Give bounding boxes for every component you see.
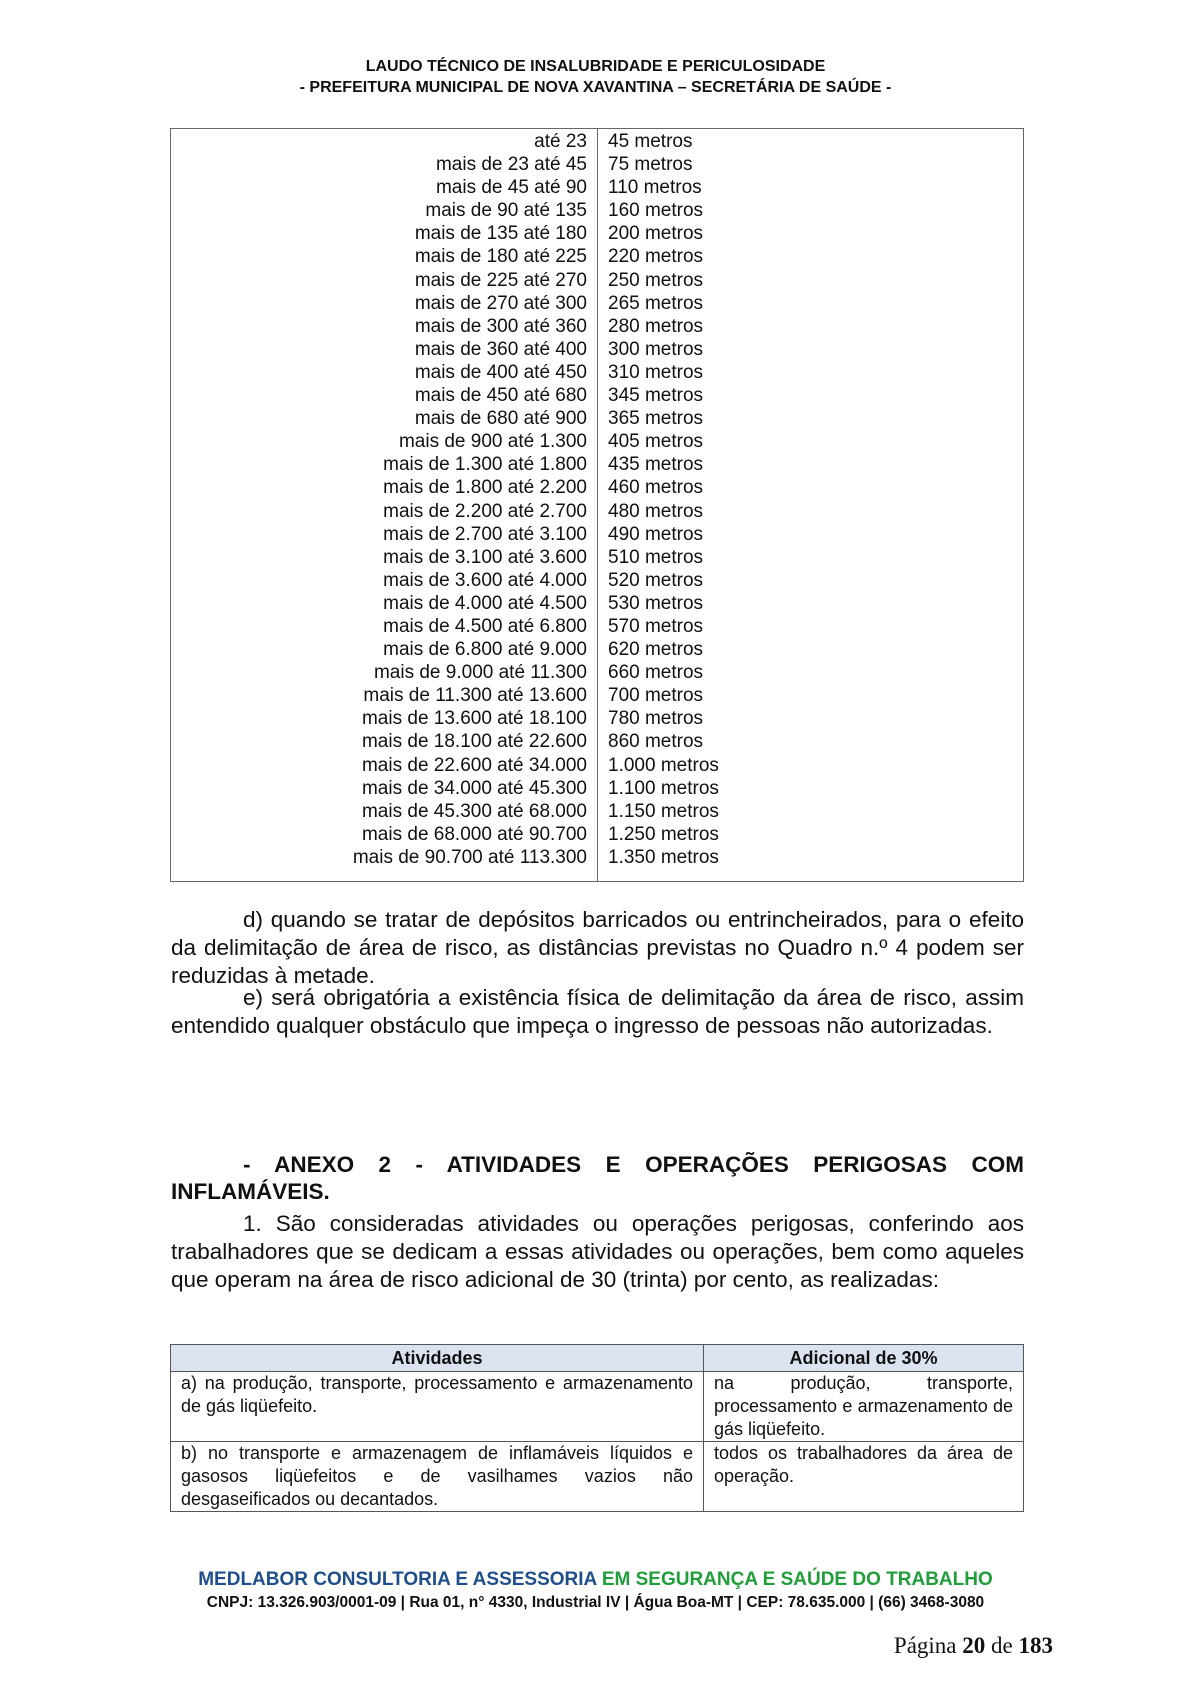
quantity-cell: mais de 2.700 até 3.100 (383, 523, 587, 545)
quantity-cell: mais de 4.000 até 4.500 (383, 592, 587, 614)
quantity-cell: mais de 680 até 900 (414, 408, 587, 430)
quantity-cell: mais de 1.300 até 1.800 (383, 454, 587, 476)
distance-cell: 1.000 metros (608, 754, 719, 776)
quantity-cell: mais de 270 até 300 (414, 292, 587, 314)
quantity-cell: mais de 18.100 até 22.600 (361, 731, 587, 753)
paragraph-item-1: 1. São consideradas atividades ou operações perigosas, conferindo aos trabalhadores que se dedicam a essas atividades ou operações, bem como aqueles que operam na área de risco adicional de 30 (trinta) por cento, as realizadas: (171, 1211, 1024, 1292)
quantity-cell: mais de 4.500 até 6.800 (383, 615, 587, 637)
quantity-column (171, 129, 598, 881)
quantity-cell: mais de 9.000 até 11.300 (373, 662, 587, 684)
activity-cell: b) no transporte e armazenagem de inflamáveis líquidos e gasosos liqüefeitos e de vasilhames vazios não desgaseificados ou decantados. (171, 1442, 704, 1512)
distance-cell: 660 metros (608, 662, 704, 684)
quantity-cell: mais de 180 até 225 (414, 246, 587, 268)
footer-company-name: MEDLABOR CONSULTORIA E ASSESSORIA (198, 1569, 597, 1590)
distance-cell: 220 metros (608, 246, 704, 268)
quantity-cell: mais de 23 até 45 (435, 154, 587, 176)
distance-cell: 435 metros (608, 454, 704, 476)
activities-table (170, 1344, 1024, 1512)
distance-cell: 110 metros (608, 177, 702, 199)
distance-cell: 200 metros (608, 223, 704, 245)
distance-column (598, 129, 1023, 881)
distance-cell: 45 metros (608, 131, 693, 152)
activity-cell: a) na produção, transporte, processamento e armazenamento de gás liqüefeito. (171, 1372, 704, 1442)
footer-address: CNPJ: 13.326.903/0001-09 | Rua 01, n° 4330, Industrial IV | Água Boa-MT | CEP: 78.635.000 | (66) 3468-3080 (206, 1594, 985, 1611)
distance-cell: 530 metros (608, 592, 704, 614)
quantity-cell: mais de 90.700 até 113.300 (352, 846, 587, 868)
footer-company-tagline: EM SEGURANÇA E SAÚDE DO TRABALHO (596, 1569, 993, 1590)
quantity-cell: mais de 1.800 até 2.200 (383, 477, 587, 499)
distance-cell: 570 metros (608, 615, 704, 637)
quantity-cell: mais de 400 até 450 (414, 361, 587, 383)
quantity-cell: mais de 300 até 360 (414, 315, 587, 337)
distance-cell: 480 metros (608, 500, 704, 522)
header-additional: Adicional de 30% (704, 1345, 1024, 1372)
page-current: 20 (962, 1633, 986, 1658)
quantity-cell: mais de 11.300 até 13.600 (363, 685, 587, 707)
quantity-cell: mais de 34.000 até 45.300 (361, 777, 587, 799)
distance-cell: 280 metros (608, 315, 704, 337)
quantity-cell: mais de 900 até 1.300 (398, 431, 587, 453)
quantity-cell: mais de 6.800 até 9.000 (383, 639, 587, 661)
table-row (171, 1372, 1024, 1442)
quantity-cell: mais de 22.600 até 34.000 (361, 754, 587, 776)
section-title: - ANEXO 2 - ATIVIDADES E OPERAÇÕES PERIGOSAS COM INFLAMÁVEIS. (171, 1152, 1024, 1204)
quantity-cell: mais de 90 até 135 (425, 200, 587, 222)
page-total: 183 (1018, 1633, 1053, 1658)
quantity-cell: mais de 2.200 até 2.700 (383, 500, 587, 522)
header-activities: Atividades (171, 1345, 704, 1372)
additional-cell: na produção, transporte, processamento e armazenamento de gás liqüefeito. (704, 1372, 1024, 1442)
paragraph-d: d) quando se tratar de depósitos barricados ou entrincheirados, para o efeito da delimitação de área de risco, as distâncias previstas no Quadro n.º 4 podem ser reduzidas à metade. (171, 907, 1024, 988)
distance-cell: 1.350 metros (608, 846, 719, 868)
quantity-cell: mais de 360 até 400 (414, 338, 587, 360)
distance-cell: 405 metros (608, 431, 704, 453)
document-header (0, 56, 1191, 98)
distance-cell: 1.100 metros (608, 777, 719, 799)
distance-table (170, 128, 1024, 882)
quantity-cell: mais de 45.300 até 68.000 (361, 800, 587, 822)
quantity-cell: mais de 450 até 680 (414, 385, 587, 407)
distance-cell: 300 metros (608, 338, 704, 360)
distance-cell: 460 metros (608, 477, 704, 499)
paragraph-e: e) será obrigatória a existência física de delimitação da área de risco, assim entendido qualquer obstáculo que impeça o ingresso de pessoas não autorizadas. (171, 985, 1024, 1038)
distance-cell: 780 metros (608, 708, 704, 730)
page-number (894, 1633, 1053, 1659)
table-row (171, 1442, 1024, 1512)
distance-cell: 490 metros (608, 523, 704, 545)
distance-cell: 75 metros (608, 154, 693, 176)
distance-cell: 620 metros (608, 639, 704, 661)
distance-cell: 250 metros (608, 269, 704, 291)
distance-cell: 160 metros (608, 200, 704, 222)
distance-cell: 700 metros (608, 685, 704, 707)
distance-cell: 520 metros (608, 569, 704, 591)
quantity-cell: até 23 (534, 131, 587, 152)
table-header-row (171, 1345, 1024, 1372)
distance-cell: 1.150 metros (608, 800, 719, 822)
quantity-cell: mais de 135 até 180 (414, 223, 587, 245)
quantity-cell: mais de 45 até 90 (435, 177, 587, 199)
header-title: LAUDO TÉCNICO DE INSALUBRIDADE E PERICULOSIDADE (365, 58, 826, 75)
page-label: Página (893, 1633, 957, 1658)
quantity-cell: mais de 3.600 até 4.000 (383, 569, 587, 591)
additional-cell: todos os trabalhadores da área de operação. (704, 1442, 1024, 1512)
quantity-cell: mais de 3.100 até 3.600 (383, 546, 587, 568)
distance-cell: 310 metros (608, 361, 704, 383)
distance-cell: 345 metros (608, 385, 704, 407)
distance-cell: 1.250 metros (608, 823, 719, 845)
distance-cell: 365 metros (608, 408, 704, 430)
quantity-cell: mais de 13.600 até 18.100 (361, 708, 587, 730)
quantity-cell: mais de 68.000 até 90.700 (361, 823, 587, 845)
distance-cell: 860 metros (608, 731, 704, 753)
page-separator: de (991, 1633, 1013, 1658)
footer-company (0, 1568, 1191, 1592)
quantity-cell: mais de 225 até 270 (414, 269, 587, 291)
distance-cell: 265 metros (608, 292, 704, 314)
distance-cell: 510 metros (608, 546, 704, 568)
header-subtitle: - PREFEITURA MUNICIPAL DE NOVA XAVANTINA – SECRETÁRIA DE SAÚDE - (299, 79, 892, 96)
